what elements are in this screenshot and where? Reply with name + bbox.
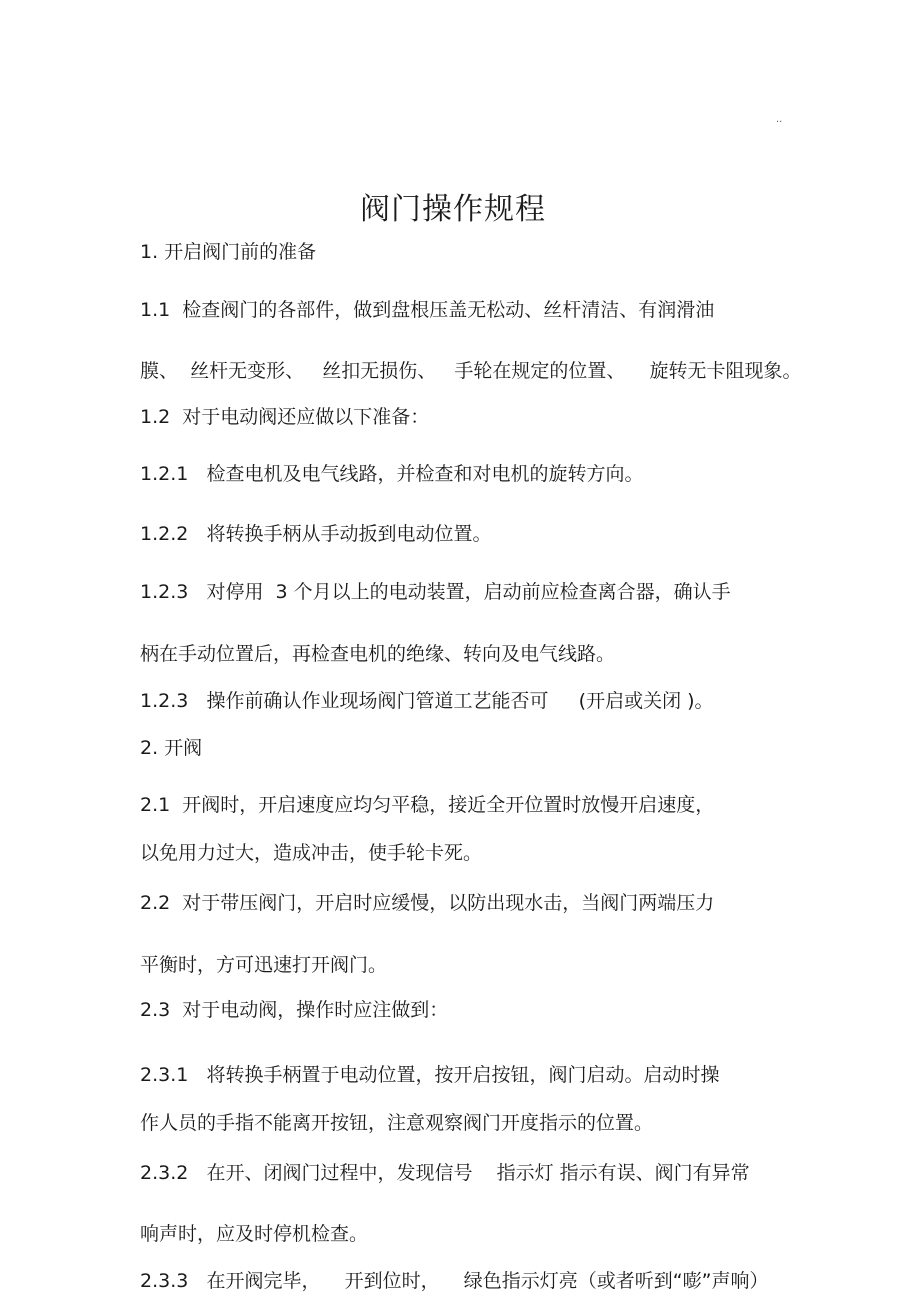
paragraph-line: 1.2.3 操作前确认作业现场阀门管道工艺能否可 (开启或关闭 )。 bbox=[140, 690, 714, 712]
paragraph-line: 1.2 对于电动阀还应做以下准备： bbox=[140, 406, 430, 428]
paragraph-line: 1.2.3 对停用 3 个月以上的电动装置，启动前应检查离合器，确认手 bbox=[140, 581, 731, 603]
section-heading: 1. 开启阀门前的准备 bbox=[140, 241, 317, 263]
paragraph-line: 平衡时，方可迅速打开阀门。 bbox=[140, 954, 388, 976]
paragraph-line: 2.1 开阀时，开启速度应均匀平稳，接近全开位置时放慢开启速度， bbox=[140, 794, 715, 816]
header-marker: .. bbox=[776, 114, 783, 125]
paragraph-line: 柄在手动位置后，再检查电机的绝缘、转向及电气线路。 bbox=[140, 643, 616, 665]
paragraph-line: 2.3.1 将转换手柄置于电动位置，按开启按钮，阀门启动。启动时操 bbox=[140, 1064, 720, 1086]
paragraph-line: 2.2 对于带压阀门，开启时应缓慢，以防出现水击，当阀门两端压力 bbox=[140, 892, 715, 914]
paragraph-line: 膜、 丝杆无变形、 丝扣无损伤、 手轮在规定的位置、 旋转无卡阻现象。 bbox=[140, 360, 802, 382]
paragraph-line: 1.1 检查阀门的各部件，做到盘根压盖无松动、丝杆清洁、有润滑油 bbox=[140, 299, 715, 321]
paragraph-line: 作人员的手指不能离开按钮，注意观察阀门开度指示的位置。 bbox=[140, 1112, 654, 1134]
paragraph-line: 以免用力过大，造成冲击，使手轮卡死。 bbox=[140, 842, 483, 864]
paragraph-line: 2.3 对于电动阀，操作时应注做到： bbox=[140, 999, 449, 1021]
paragraph-line: 2.3.3 在开阀完毕， 开到位时， 绿色指示灯亮（或者听到“嘭”声响） bbox=[140, 1270, 769, 1292]
paragraph-line: 1.2.2 将转换手柄从手动扳到电动位置。 bbox=[140, 523, 492, 545]
paragraph-line: 响声时，应及时停机检查。 bbox=[140, 1223, 369, 1245]
paragraph-line: 2.3.2 在开、闭阀门过程中，发现信号 指示灯 指示有误、阀门有异常 bbox=[140, 1162, 750, 1184]
section-heading: 2. 开阀 bbox=[140, 737, 203, 759]
paragraph-line: 1.2.1 检查电机及电气线路，并检查和对电机的旋转方向。 bbox=[140, 463, 644, 485]
page-title: 阀门操作规程 bbox=[360, 192, 546, 227]
